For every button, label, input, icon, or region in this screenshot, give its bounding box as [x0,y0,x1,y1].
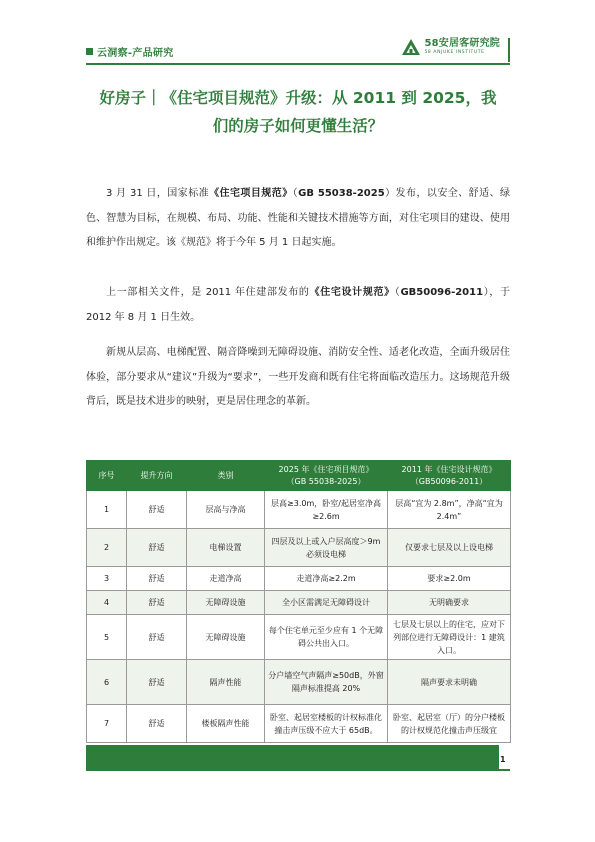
cell-new: 走道净高≥2.2m [265,567,388,591]
logo-sub-text: 58 ANJUKE INSTITUTE [424,49,485,55]
page-title [86,84,510,140]
header-direction: 提升方向 [127,461,187,491]
cell-new: 全小区需满足无障碍设计 [265,591,388,615]
p1-text-a: 3 月 31 日，国家标准 [106,188,210,199]
cell-old: 层高“宜为 2.8m”，净高“宜为 2.4m” [388,491,511,529]
header-old-line2: （GB50096-2011） [410,476,488,486]
cell-no: 4 [87,591,127,615]
table-row [87,705,511,743]
header-square-icon [86,48,93,55]
page-number: 1 [500,755,506,764]
comparison-table [86,460,511,743]
p1-standard-code: GB 55038-2025 [298,188,385,199]
p1-text-b: （ [292,188,299,199]
p2-standard-name: 《住宅设计规范》 [309,287,395,298]
cell-category: 电梯设置 [187,529,265,567]
footer-line [86,769,510,771]
logo-main-text: 58安居客研究院 [424,37,500,49]
header-new-standard [265,461,388,491]
cell-no: 2 [87,529,127,567]
header-old-standard [388,461,511,491]
footer-bar [86,745,499,771]
p2-text-b: （ [394,287,401,298]
cell-direction: 舒适 [127,615,187,660]
cell-old: 卧室、起居室（厅）的分户楼板的计权规范化撞击声压级宜 [388,705,511,743]
header-section-label [86,44,174,59]
cell-new: 分户墙空气声隔声≥50dB，外窗隔声标准提高 20% [265,660,388,705]
table-header-row [87,461,511,491]
cell-no: 3 [87,567,127,591]
cell-old: 要求≥2.0m [388,567,511,591]
cell-direction: 舒适 [127,529,187,567]
cell-direction: 舒适 [127,567,187,591]
p2-standard-code: GB50096-2011 [400,287,484,298]
cell-category: 走道净高 [187,567,265,591]
cell-direction: 舒适 [127,591,187,615]
header-new-line1: 2025 年《住宅项目规范》 [278,464,374,474]
p2-text-a: 上一部相关文件，是 2011 年住建部发布的 [106,287,310,298]
cell-direction: 舒适 [127,491,187,529]
table-row [87,615,511,660]
header-divider [86,63,510,65]
p1-text-c: ）发布，以安全、舒适、绿色、智慧为目标，在规模、布局、功能、性能和关键技术措施等方面，对住宅项目的建设、使用和维护作出规定。该《规范》将于今年 5 月 1 日起实施。 [86,188,511,248]
p2-text-c: ），于 2012 年 8 月 1 日生效。 [86,287,511,323]
cell-old: 七层及七层以上的住宅，应对下列部位进行无障碍设计：1 建筑入口。 [388,615,511,660]
header-vertical-bar [508,38,510,62]
table-row [87,529,511,567]
cell-direction: 舒适 [127,660,187,705]
cell-no: 7 [87,705,127,743]
cell-old: 隔声要求未明确 [388,660,511,705]
cell-category: 无障碍设施 [187,615,265,660]
cell-old: 仅要求七层及以上设电梯 [388,529,511,567]
cell-no: 5 [87,615,127,660]
cell-category: 无障碍设施 [187,591,265,615]
cell-new: 每个住宅单元至少应有 1 个无障碍公共出入口。 [265,615,388,660]
cell-old: 无明确要求 [388,591,511,615]
cell-no: 1 [87,491,127,529]
cell-category: 楼板隔声性能 [187,705,265,743]
paragraph-previous-standard [86,281,510,330]
title-line-2: 们的房子如何更懂生活？ [212,117,384,135]
cell-new: 层高≥3.0m，卧室/起居室净高≥2.6m [265,491,388,529]
header-no: 序号 [87,461,127,491]
cell-new: 卧室、起居室楼板的计权标准化撞击声压级不应大于 65dB。 [265,705,388,743]
header-old-line1: 2011 年《住宅设计规范》 [401,464,497,474]
header-new-line2: （GB 55038-2025） [286,476,366,486]
paragraph-release [86,182,510,256]
paragraph-summary: 新规从层高、电梯配置、隔音降噪到无障碍设施、消防安全性、适老化改造，全面升级居住体验，部分要求从“建议”升级为“要求”，一些开发商和既有住宅将面临改造压力。这场规范升级背后，既是技术进步的映射，更是居住理念的革新。 [86,347,510,407]
house-logo-icon [401,38,421,56]
table-row [87,660,511,705]
header-logo [401,38,500,56]
cell-no: 6 [87,660,127,705]
p1-standard-name: 《住宅项目规范》 [209,188,293,199]
cell-category: 层高与净高 [187,491,265,529]
title-line-1: 好房子｜《住宅项目规范》升级：从 2011 到 2025，我 [99,89,497,107]
cell-direction: 舒适 [127,705,187,743]
header-left-text: 云洞察-产品研究 [97,48,174,59]
page-header [86,38,510,64]
table-row [87,567,511,591]
cell-category: 隔声性能 [187,660,265,705]
table-row [87,491,511,529]
header-category: 类别 [187,461,265,491]
table-row [87,591,511,615]
cell-new: 四层及以上或入户层高度＞9m 必须设电梯 [265,529,388,567]
